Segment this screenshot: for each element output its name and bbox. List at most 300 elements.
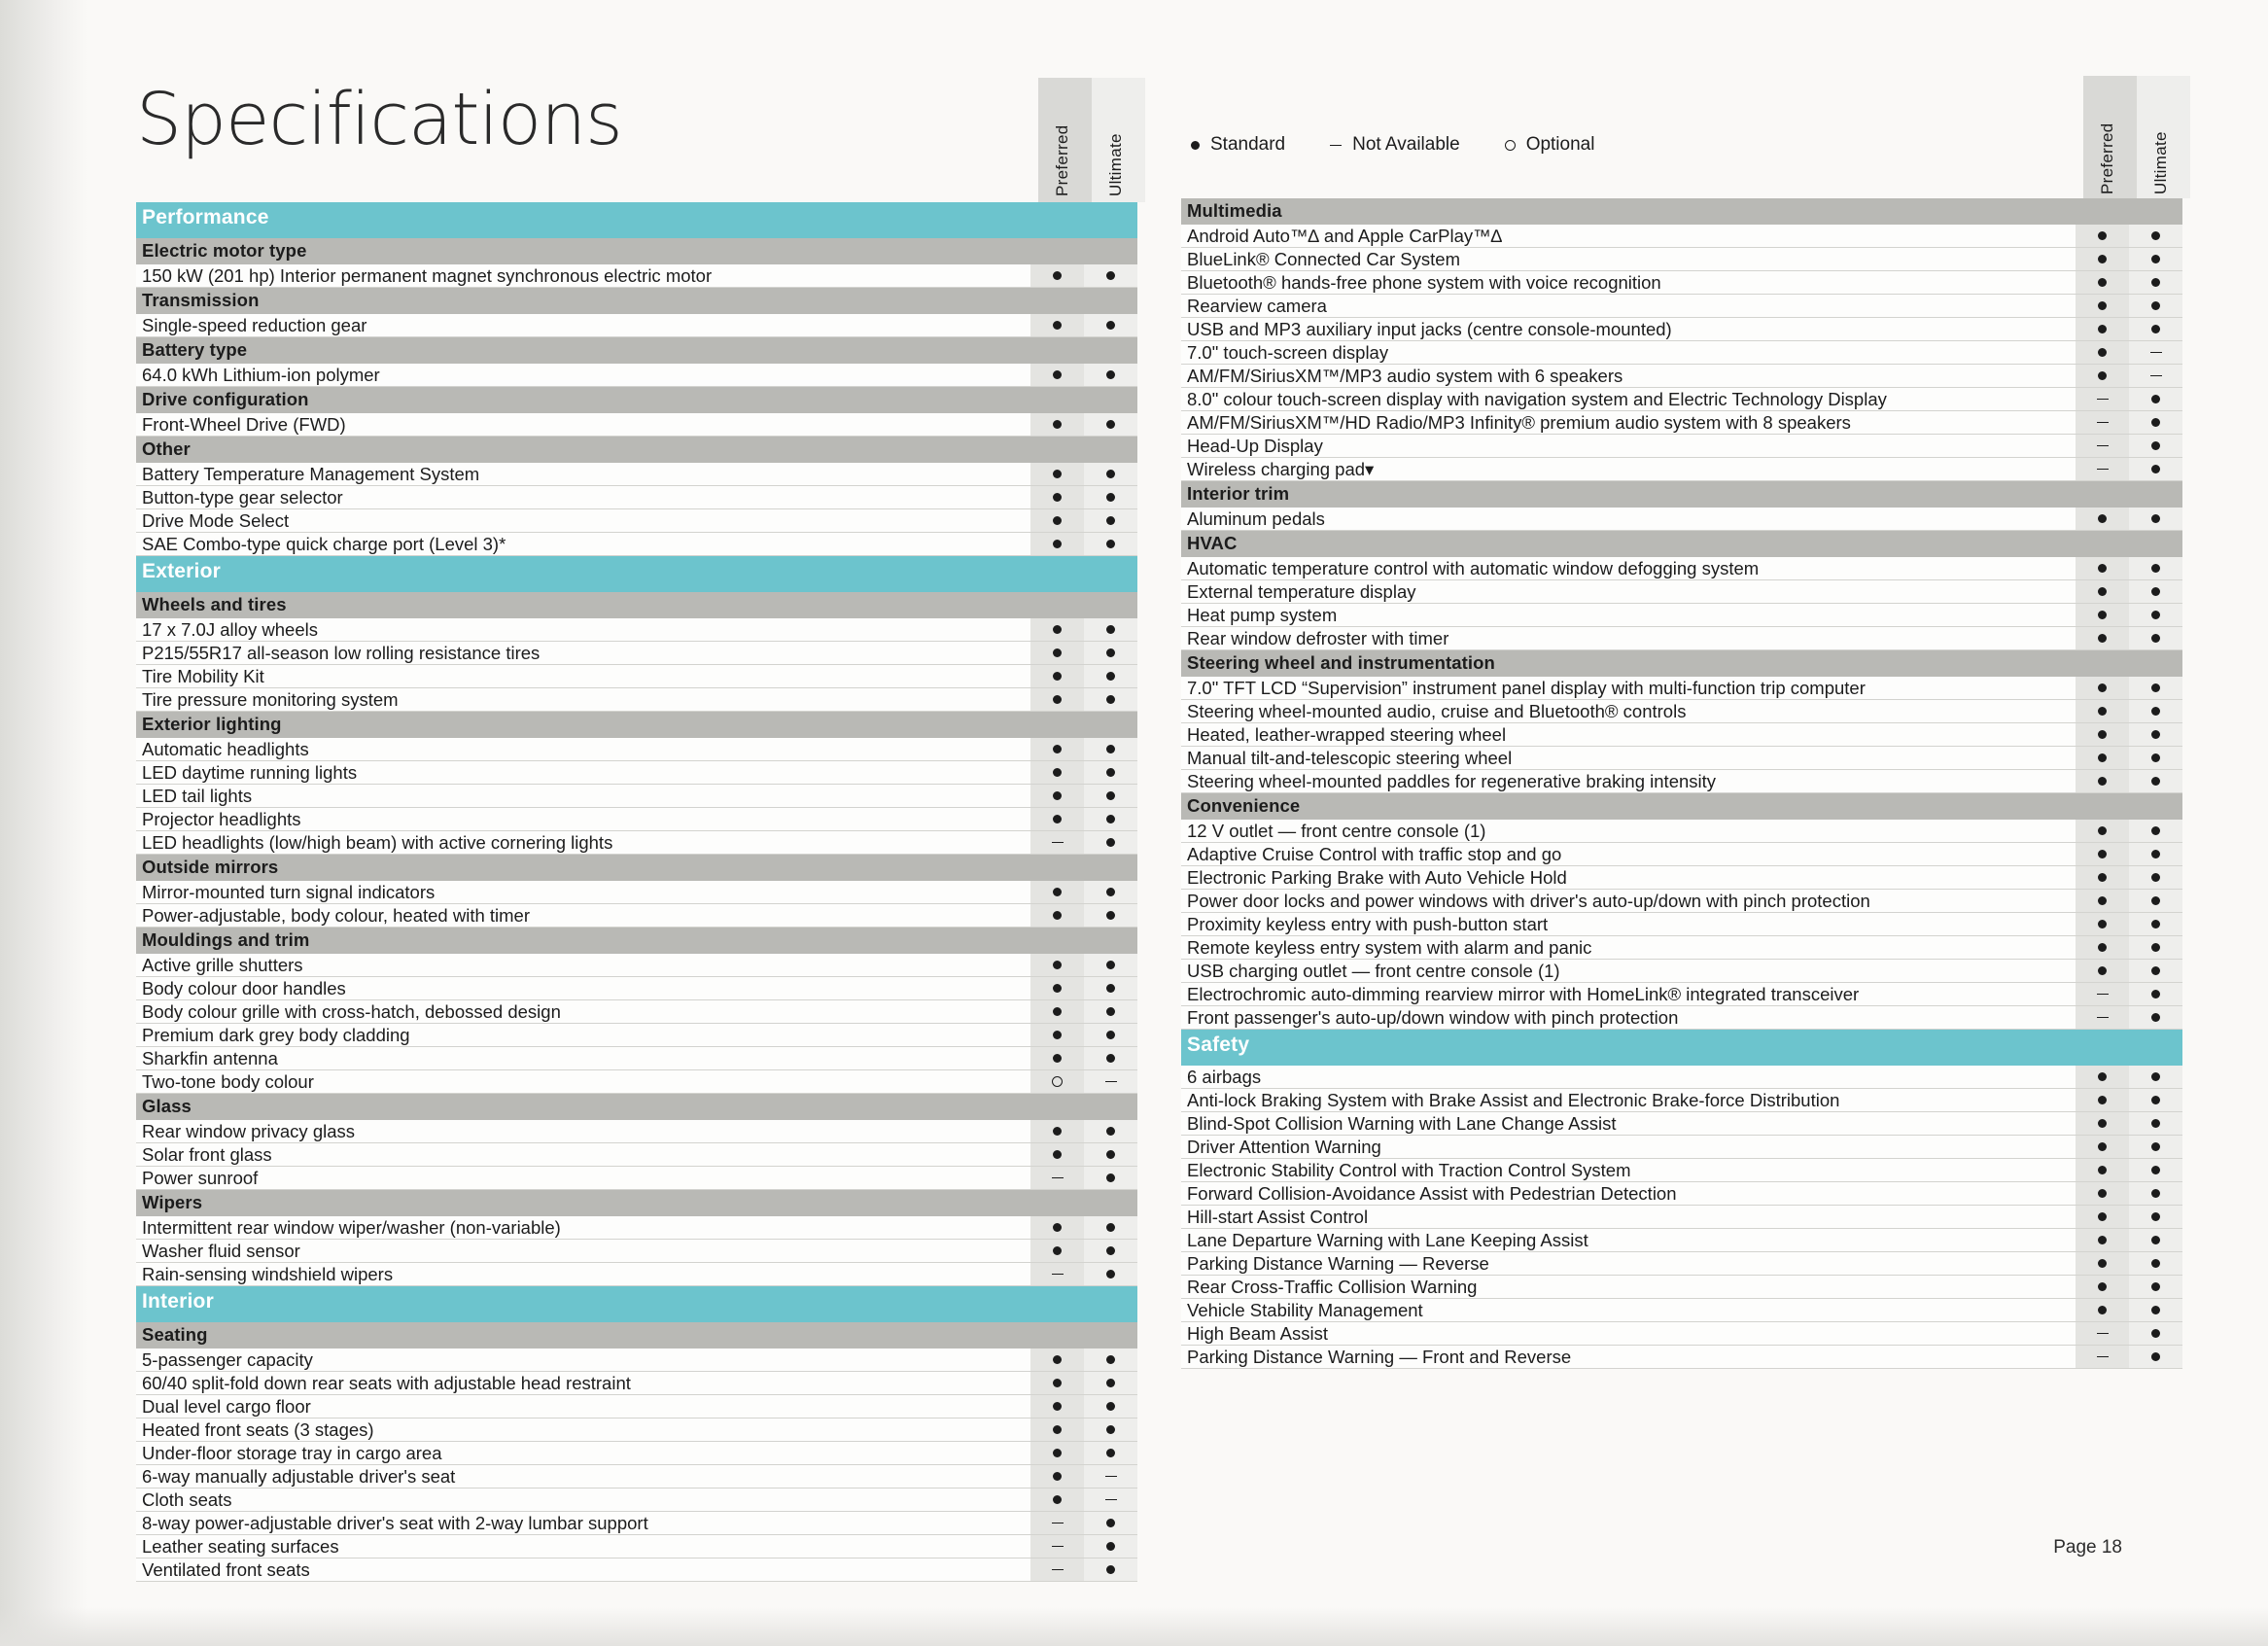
legend-item-not-available bbox=[1330, 134, 1460, 156]
solid-dot-icon bbox=[2098, 753, 2107, 762]
cell-ultimate bbox=[2129, 604, 2182, 626]
solid-dot-icon bbox=[2151, 255, 2160, 263]
feature-label: Solar front glass bbox=[142, 1144, 272, 1165]
cell-preferred bbox=[1030, 831, 1084, 854]
cell-preferred bbox=[2076, 1112, 2129, 1135]
solid-dot-icon bbox=[2098, 730, 2107, 739]
table-row bbox=[136, 1024, 1137, 1047]
solid-dot-icon bbox=[2098, 348, 2107, 357]
cell-preferred bbox=[2076, 936, 2129, 959]
cell-preferred bbox=[2076, 1252, 2129, 1275]
cell-preferred bbox=[1030, 1240, 1084, 1262]
solid-dot-icon bbox=[1053, 321, 1062, 330]
cell-ultimate bbox=[2129, 295, 2182, 317]
solid-dot-icon bbox=[1053, 1150, 1062, 1159]
dash-icon bbox=[1052, 1177, 1064, 1178]
solid-dot-icon bbox=[2151, 634, 2160, 643]
legend-label-not-available: Not Available bbox=[1352, 134, 1460, 155]
solid-dot-icon bbox=[2151, 896, 2160, 905]
solid-dot-icon bbox=[2151, 611, 2160, 619]
table-row bbox=[1181, 435, 2182, 458]
solid-dot-icon bbox=[2098, 826, 2107, 835]
left-column-header-preferred: Preferred bbox=[1053, 124, 1071, 196]
cell-ultimate bbox=[1084, 904, 1137, 927]
dash-icon bbox=[2097, 422, 2109, 423]
cell-preferred bbox=[1030, 1418, 1084, 1441]
cell-preferred bbox=[1030, 738, 1084, 760]
table-row bbox=[136, 831, 1137, 855]
feature-label: Steering wheel-mounted audio, cruise and Bluetooth® controls bbox=[1187, 701, 1687, 721]
cell-ultimate bbox=[2129, 1182, 2182, 1205]
solid-dot-icon bbox=[2098, 371, 2107, 380]
solid-dot-icon bbox=[1106, 540, 1115, 548]
cell-ultimate bbox=[2129, 723, 2182, 746]
solid-dot-icon bbox=[2151, 564, 2160, 573]
solid-dot-icon bbox=[2098, 873, 2107, 882]
cell-preferred bbox=[2076, 843, 2129, 865]
cell-ultimate bbox=[1084, 463, 1137, 485]
solid-dot-icon bbox=[2098, 1189, 2107, 1198]
feature-label: 64.0 kWh Lithium-ion polymer bbox=[142, 365, 380, 385]
solid-dot-icon bbox=[2098, 1096, 2107, 1104]
solid-dot-icon bbox=[2151, 418, 2160, 427]
feature-label: Drive Mode Select bbox=[142, 510, 290, 531]
feature-label: Projector headlights bbox=[142, 809, 301, 829]
solid-dot-icon bbox=[2151, 777, 2160, 786]
cell-preferred bbox=[2076, 580, 2129, 603]
solid-dot-icon bbox=[1053, 648, 1062, 657]
solid-dot-icon bbox=[2098, 325, 2107, 333]
cell-preferred bbox=[1030, 1070, 1084, 1093]
table-row bbox=[1181, 225, 2182, 248]
group-header: Multimedia bbox=[1181, 198, 2182, 225]
feature-label: 150 kW (201 hp) Interior permanent magnet synchronous electric motor bbox=[142, 265, 713, 286]
cell-ultimate bbox=[1084, 1535, 1137, 1558]
cell-preferred bbox=[2076, 1182, 2129, 1205]
solid-dot-icon bbox=[1106, 984, 1115, 993]
solid-dot-icon bbox=[2098, 514, 2107, 523]
feature-label: SAE Combo-type quick charge port (Level 3)* bbox=[142, 534, 506, 554]
cell-ultimate bbox=[1084, 1120, 1137, 1142]
cell-ultimate bbox=[2129, 248, 2182, 270]
cell-ultimate bbox=[1084, 785, 1137, 807]
solid-dot-icon bbox=[1053, 791, 1062, 800]
solid-dot-icon bbox=[2098, 634, 2107, 643]
specs-table-left bbox=[136, 202, 1137, 1582]
feature-label: Washer fluid sensor bbox=[142, 1241, 300, 1261]
solid-dot-icon bbox=[1106, 1542, 1115, 1551]
dash-icon bbox=[2097, 1017, 2109, 1018]
solid-dot-icon bbox=[2151, 465, 2160, 473]
table-row bbox=[136, 1167, 1137, 1190]
solid-dot-icon bbox=[1053, 1425, 1062, 1434]
cell-ultimate bbox=[2129, 1346, 2182, 1368]
cell-preferred bbox=[2076, 1322, 2129, 1345]
table-row bbox=[136, 785, 1137, 808]
feature-label: Body colour grille with cross-hatch, debossed design bbox=[142, 1001, 561, 1022]
feature-label: Ventilated front seats bbox=[142, 1559, 310, 1580]
feature-label: External temperature display bbox=[1187, 581, 1416, 602]
table-row bbox=[1181, 700, 2182, 723]
feature-label: Heated front seats (3 stages) bbox=[142, 1419, 374, 1440]
dash-icon bbox=[1052, 842, 1064, 843]
solid-dot-icon bbox=[2098, 1119, 2107, 1128]
cell-ultimate bbox=[1084, 831, 1137, 854]
dash-icon bbox=[1105, 1476, 1117, 1477]
solid-dot-icon bbox=[2098, 1282, 2107, 1291]
cell-preferred bbox=[2076, 225, 2129, 247]
cell-preferred bbox=[1030, 1143, 1084, 1166]
cell-ultimate bbox=[1084, 1348, 1137, 1371]
solid-dot-icon bbox=[1106, 1031, 1115, 1039]
cell-preferred bbox=[2076, 435, 2129, 457]
table-row bbox=[136, 1488, 1137, 1512]
solid-dot-icon bbox=[2151, 826, 2160, 835]
table-row bbox=[136, 1535, 1137, 1558]
feature-label: AM/FM/SiriusXM™/HD Radio/MP3 Infinity® premium audio system with 8 speakers bbox=[1187, 412, 1851, 433]
group-header: HVAC bbox=[1181, 531, 2182, 557]
group-header: Mouldings and trim bbox=[136, 928, 1137, 954]
table-row bbox=[1181, 983, 2182, 1006]
cell-preferred bbox=[2076, 508, 2129, 530]
cell-ultimate bbox=[2129, 1112, 2182, 1135]
cell-ultimate bbox=[1084, 808, 1137, 830]
solid-dot-icon bbox=[2151, 1189, 2160, 1198]
solid-dot-icon bbox=[1106, 1223, 1115, 1232]
cell-preferred bbox=[2076, 1089, 2129, 1111]
cell-preferred bbox=[2076, 271, 2129, 294]
feature-label: Tire pressure monitoring system bbox=[142, 689, 399, 710]
solid-dot-icon bbox=[1106, 961, 1115, 969]
cell-preferred bbox=[1030, 364, 1084, 386]
specs-table-right bbox=[1181, 198, 2182, 1369]
dash-icon bbox=[1052, 1546, 1064, 1547]
feature-label: LED tail lights bbox=[142, 786, 253, 806]
solid-dot-icon bbox=[2151, 753, 2160, 762]
table-row bbox=[1181, 295, 2182, 318]
cell-ultimate bbox=[2129, 1089, 2182, 1111]
left-column-header-ultimate: Ultimate bbox=[1106, 133, 1125, 196]
feature-label: 8-way power-adjustable driver's seat with 2-way lumbar support bbox=[142, 1513, 648, 1533]
cell-preferred bbox=[2076, 365, 2129, 387]
feature-label: Lane Departure Warning with Lane Keeping Assist bbox=[1187, 1230, 1588, 1250]
cell-preferred bbox=[2076, 1276, 2129, 1298]
feature-label: Parking Distance Warning — Reverse bbox=[1187, 1253, 1489, 1274]
cell-ultimate bbox=[2129, 866, 2182, 889]
dash-icon bbox=[1105, 1081, 1117, 1082]
cell-ultimate bbox=[2129, 1206, 2182, 1228]
cell-ultimate bbox=[1084, 533, 1137, 555]
legend-item-optional bbox=[1505, 134, 1595, 156]
cell-ultimate bbox=[1084, 1558, 1137, 1581]
feature-label: 8.0" colour touch-screen display with navigation system and Electric Technology Display bbox=[1187, 389, 1887, 409]
cell-ultimate bbox=[1084, 1488, 1137, 1511]
feature-label: USB and MP3 auxiliary input jacks (centre console-mounted) bbox=[1187, 319, 1672, 339]
cell-preferred bbox=[2076, 627, 2129, 649]
table-row bbox=[1181, 1112, 2182, 1136]
feature-label: Electronic Parking Brake with Auto Vehicle Hold bbox=[1187, 867, 1567, 888]
feature-label: Hill-start Assist Control bbox=[1187, 1207, 1369, 1227]
solid-dot-icon bbox=[2151, 943, 2160, 952]
cell-ultimate bbox=[2129, 225, 2182, 247]
cell-preferred bbox=[2076, 295, 2129, 317]
solid-dot-icon bbox=[1053, 1246, 1062, 1255]
cell-preferred bbox=[2076, 960, 2129, 982]
solid-dot-icon bbox=[2151, 850, 2160, 858]
solid-dot-icon bbox=[2098, 1259, 2107, 1268]
table-row bbox=[136, 977, 1137, 1000]
solid-dot-icon bbox=[1106, 1173, 1115, 1182]
table-row bbox=[1181, 1182, 2182, 1206]
solid-dot-icon bbox=[1053, 420, 1062, 429]
cell-ultimate bbox=[1084, 1024, 1137, 1046]
cell-ultimate bbox=[2129, 1322, 2182, 1345]
section-header: Exterior bbox=[136, 556, 1137, 592]
cell-preferred bbox=[2076, 248, 2129, 270]
cell-preferred bbox=[1030, 1047, 1084, 1069]
group-header: Outside mirrors bbox=[136, 855, 1137, 881]
solid-dot-icon bbox=[2151, 707, 2160, 716]
feature-label: Sharkfin antenna bbox=[142, 1048, 278, 1068]
feature-label: Cloth seats bbox=[142, 1489, 232, 1510]
cell-preferred bbox=[1030, 1348, 1084, 1371]
group-header: Glass bbox=[136, 1094, 1137, 1120]
cell-preferred bbox=[2076, 1206, 2129, 1228]
feature-label: 5-passenger capacity bbox=[142, 1349, 313, 1370]
table-row bbox=[1181, 1206, 2182, 1229]
cell-ultimate bbox=[1084, 954, 1137, 976]
cell-ultimate bbox=[2129, 435, 2182, 457]
cell-preferred bbox=[1030, 1442, 1084, 1464]
cell-preferred bbox=[1030, 785, 1084, 807]
solid-dot-icon bbox=[1106, 1425, 1115, 1434]
cell-ultimate bbox=[1084, 881, 1137, 903]
cell-ultimate bbox=[1084, 509, 1137, 532]
solid-dot-icon bbox=[2151, 1236, 2160, 1244]
solid-dot-icon bbox=[2151, 873, 2160, 882]
feature-label: Rear Cross-Traffic Collision Warning bbox=[1187, 1277, 1478, 1297]
solid-dot-icon bbox=[1053, 888, 1062, 896]
cell-preferred bbox=[2076, 1066, 2129, 1088]
solid-dot-icon bbox=[1053, 745, 1062, 753]
feature-label: Driver Attention Warning bbox=[1187, 1137, 1381, 1157]
table-row bbox=[1181, 411, 2182, 435]
cell-ultimate bbox=[1084, 1442, 1137, 1464]
table-row bbox=[136, 665, 1137, 688]
solid-dot-icon bbox=[1053, 1031, 1062, 1039]
cell-preferred bbox=[2076, 723, 2129, 746]
solid-dot-icon bbox=[2098, 943, 2107, 952]
cell-ultimate bbox=[1084, 1047, 1137, 1069]
solid-dot-icon bbox=[2098, 777, 2107, 786]
solid-dot-icon bbox=[1053, 984, 1062, 993]
solid-dot-icon bbox=[2151, 278, 2160, 287]
solid-dot-icon bbox=[2151, 301, 2160, 310]
table-row bbox=[1181, 1136, 2182, 1159]
solid-dot-icon bbox=[1106, 1246, 1115, 1255]
cell-preferred bbox=[1030, 1535, 1084, 1558]
table-row bbox=[136, 761, 1137, 785]
cell-ultimate bbox=[2129, 1276, 2182, 1298]
cell-ultimate bbox=[2129, 341, 2182, 364]
cell-preferred bbox=[2076, 890, 2129, 912]
cell-ultimate bbox=[2129, 913, 2182, 935]
cell-ultimate bbox=[2129, 1252, 2182, 1275]
group-header: Battery type bbox=[136, 337, 1137, 364]
cell-preferred bbox=[2076, 411, 2129, 434]
table-row bbox=[136, 1120, 1137, 1143]
feature-label: 12 V outlet — front centre console (1) bbox=[1187, 821, 1486, 841]
solid-dot-icon bbox=[1053, 1223, 1062, 1232]
table-row bbox=[136, 364, 1137, 387]
feature-label: Intermittent rear window wiper/washer (non-variable) bbox=[142, 1217, 561, 1238]
table-row bbox=[136, 1143, 1137, 1167]
cell-ultimate bbox=[2129, 677, 2182, 699]
solid-dot-icon bbox=[2151, 1352, 2160, 1361]
solid-dot-icon bbox=[2151, 587, 2160, 596]
table-row bbox=[136, 1263, 1137, 1286]
table-row bbox=[136, 954, 1137, 977]
feature-label: Dual level cargo floor bbox=[142, 1396, 311, 1417]
solid-dot-icon bbox=[2151, 1096, 2160, 1104]
open-dot-icon bbox=[1052, 1076, 1063, 1087]
group-header: Transmission bbox=[136, 288, 1137, 314]
table-row bbox=[1181, 770, 2182, 793]
table-row bbox=[136, 1000, 1137, 1024]
cell-ultimate bbox=[2129, 580, 2182, 603]
table-row bbox=[1181, 318, 2182, 341]
right-column-header-preferred: Preferred bbox=[2098, 123, 2116, 194]
solid-dot-icon bbox=[1106, 695, 1115, 704]
cell-ultimate bbox=[2129, 627, 2182, 649]
cell-ultimate bbox=[1084, 314, 1137, 336]
cell-ultimate bbox=[1084, 1000, 1137, 1023]
group-header: Other bbox=[136, 437, 1137, 463]
solid-dot-icon bbox=[1106, 1449, 1115, 1457]
solid-dot-icon bbox=[2151, 1119, 2160, 1128]
table-row bbox=[136, 881, 1137, 904]
solid-dot-icon bbox=[1106, 271, 1115, 280]
cell-preferred bbox=[1030, 808, 1084, 830]
solid-dot-icon bbox=[1106, 648, 1115, 657]
group-header: Wipers bbox=[136, 1190, 1137, 1216]
table-row bbox=[1181, 1229, 2182, 1252]
feature-label: 6 airbags bbox=[1187, 1067, 1262, 1087]
feature-label: Premium dark grey body cladding bbox=[142, 1025, 410, 1045]
table-row bbox=[136, 1558, 1137, 1582]
feature-label: Body colour door handles bbox=[142, 978, 346, 998]
solid-dot-icon bbox=[1053, 1495, 1062, 1504]
solid-dot-icon bbox=[1053, 961, 1062, 969]
cell-ultimate bbox=[2129, 271, 2182, 294]
cell-preferred bbox=[1030, 688, 1084, 711]
section-header: Interior bbox=[136, 1286, 1137, 1322]
table-row bbox=[136, 1047, 1137, 1070]
table-row bbox=[1181, 1322, 2182, 1346]
solid-dot-icon bbox=[1106, 1519, 1115, 1527]
solid-dot-icon bbox=[1053, 1379, 1062, 1387]
cell-preferred bbox=[2076, 1229, 2129, 1251]
cell-ultimate bbox=[2129, 1066, 2182, 1088]
dash-icon bbox=[2097, 469, 2109, 470]
feature-label: Electrochromic auto-dimming rearview mirror with HomeLink® integrated transceiver bbox=[1187, 984, 1860, 1004]
cell-preferred bbox=[1030, 665, 1084, 687]
solid-dot-icon bbox=[2098, 255, 2107, 263]
cell-ultimate bbox=[1084, 761, 1137, 784]
feature-label: Front-Wheel Drive (FWD) bbox=[142, 414, 346, 435]
table-row bbox=[136, 509, 1137, 533]
solid-dot-icon bbox=[1106, 791, 1115, 800]
table-row bbox=[136, 486, 1137, 509]
solid-dot-icon bbox=[2151, 730, 2160, 739]
solid-dot-icon bbox=[1106, 1150, 1115, 1159]
dash-icon bbox=[1052, 1569, 1064, 1570]
table-row bbox=[136, 533, 1137, 556]
solid-dot-icon bbox=[1053, 1054, 1062, 1063]
cell-ultimate bbox=[2129, 890, 2182, 912]
solid-dot-icon bbox=[1053, 370, 1062, 379]
table-row bbox=[136, 808, 1137, 831]
cell-ultimate bbox=[2129, 960, 2182, 982]
feature-label: Tire Mobility Kit bbox=[142, 666, 264, 686]
cell-preferred bbox=[2076, 747, 2129, 769]
dash-icon bbox=[2097, 1356, 2109, 1357]
table-row bbox=[136, 688, 1137, 712]
feature-label: Power-adjustable, body colour, heated with timer bbox=[142, 905, 530, 926]
cell-ultimate bbox=[1084, 413, 1137, 436]
cell-preferred bbox=[1030, 1395, 1084, 1418]
group-header: Steering wheel and instrumentation bbox=[1181, 650, 2182, 677]
solid-dot-icon bbox=[1053, 695, 1062, 704]
solid-dot-icon bbox=[2098, 611, 2107, 619]
cell-preferred bbox=[1030, 1372, 1084, 1394]
feature-label: Button-type gear selector bbox=[142, 487, 343, 508]
solid-dot-icon bbox=[2098, 920, 2107, 928]
table-row bbox=[1181, 580, 2182, 604]
solid-dot-icon bbox=[1053, 672, 1062, 681]
table-row bbox=[136, 264, 1137, 288]
solid-dot-icon bbox=[1106, 768, 1115, 777]
cell-ultimate bbox=[2129, 700, 2182, 722]
solid-dot-icon bbox=[2151, 325, 2160, 333]
cell-preferred bbox=[2076, 866, 2129, 889]
table-row bbox=[1181, 677, 2182, 700]
dash-icon bbox=[2097, 399, 2109, 400]
feature-label: USB charging outlet — front centre console (1) bbox=[1187, 961, 1560, 981]
cell-ultimate bbox=[1084, 1372, 1137, 1394]
cell-preferred bbox=[1030, 413, 1084, 436]
feature-label: 17 x 7.0J alloy wheels bbox=[142, 619, 318, 640]
feature-label: Rear window privacy glass bbox=[142, 1121, 356, 1141]
cell-preferred bbox=[1030, 904, 1084, 927]
table-row bbox=[136, 618, 1137, 642]
feature-label: Power sunroof bbox=[142, 1168, 259, 1188]
feature-label: Power door locks and power windows with driver's auto-up/down with pinch protection bbox=[1187, 891, 1870, 911]
table-row bbox=[136, 314, 1137, 337]
solid-dot-icon bbox=[1053, 1449, 1062, 1457]
solid-dot-icon bbox=[1053, 911, 1062, 920]
cell-ultimate bbox=[2129, 983, 2182, 1005]
solid-dot-icon bbox=[2151, 1282, 2160, 1291]
feature-label: Proximity keyless entry with push-button start bbox=[1187, 914, 1549, 934]
cell-ultimate bbox=[1084, 977, 1137, 999]
table-row bbox=[1181, 508, 2182, 531]
cell-preferred bbox=[1030, 1558, 1084, 1581]
feature-label: Steering wheel-mounted paddles for regenerative braking intensity bbox=[1187, 771, 1717, 791]
solid-dot-icon bbox=[2151, 1329, 2160, 1338]
table-row bbox=[136, 904, 1137, 928]
solid-dot-icon bbox=[2098, 966, 2107, 975]
